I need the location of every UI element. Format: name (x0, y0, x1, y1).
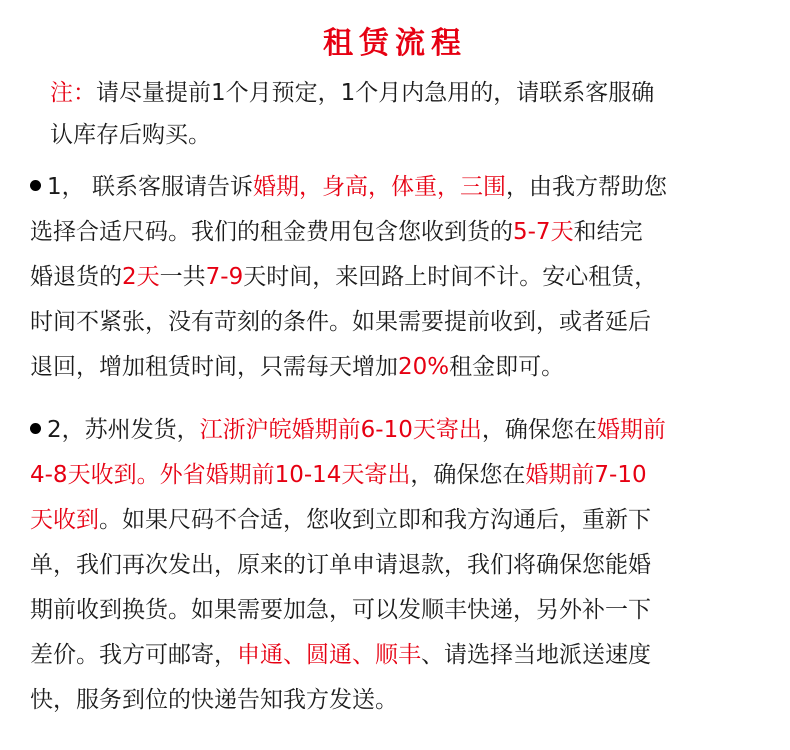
step-2-line-3 (30, 498, 760, 543)
page-title: 租赁流程 (323, 26, 467, 61)
step-2-highlight: 申通、圆通、顺丰 (237, 642, 421, 668)
note-text-line2: 认库存后购买。 (50, 122, 211, 148)
step-2-text: 。如果尺码不合适，您收到立即和我方沟通后，重新下 (99, 507, 651, 533)
step-2-text: 差价。我方可邮寄， (30, 642, 237, 668)
step-1-text: 和结完 (573, 219, 643, 245)
step-1-highlight: 婚期，身高，体重，三围 (252, 174, 506, 200)
step-2-line-4: 单，我们再次发出，原来的订单申请退款，我们将确保您能婚 (30, 552, 651, 578)
step-2-text: ，确保您在 (481, 417, 597, 443)
step-1-paragraph (30, 165, 760, 390)
bullet-icon (30, 423, 41, 434)
step-1-text: 退回，增加租赁时间，只需每天增加 (30, 354, 398, 380)
step-2-text: 、请选择当地派送速度 (421, 642, 651, 668)
note-text-line1: 请尽量提前1个月预定，1个月内急用的，请联系客服确 (96, 80, 655, 106)
step-1-highlight: 5-7天 (513, 219, 574, 245)
step-1-text: 选择合适尺码。我们的租金费用包含您收到货的 (30, 219, 513, 245)
step-2-highlight: 4-8天收到。外省婚期前10-14天寄出 (30, 462, 411, 488)
step-1-line-3 (30, 255, 760, 300)
step-1-highlight: 7-9 (205, 264, 244, 290)
step-2-line-7: 快，服务到位的快递告知我方发送。 (30, 687, 398, 713)
step-1-text: 天时间，来回路上时间不计。安心租赁， (243, 264, 658, 290)
step-1-line-1 (30, 165, 760, 210)
step-1-line-5 (30, 345, 760, 390)
step-2-line-1 (30, 408, 760, 453)
note-label: 注： (50, 80, 96, 106)
step-2-highlight: 江浙沪皖婚期前6-10天寄出 (199, 417, 482, 443)
note-paragraph (50, 72, 750, 156)
step-1-text: 婚退货的 (30, 264, 122, 290)
bullet-icon (30, 180, 41, 191)
step-1-text: 租金即可。 (449, 354, 565, 380)
step-2-highlight: 婚期前7-10 (525, 462, 647, 488)
step-2-text: 2，苏州发货， (47, 417, 200, 443)
step-2-line-2 (30, 453, 760, 498)
step-1-line-4: 时间不紧张，没有苛刻的条件。如果需要提前收到，或者延后 (30, 309, 651, 335)
step-2-paragraph (30, 408, 760, 723)
step-1-highlight: 2天 (122, 264, 160, 290)
step-1-text: ，由我方帮助您 (505, 174, 667, 200)
step-1-text: 一共 (159, 264, 206, 290)
step-1-text: 1， 联系客服请告诉 (47, 174, 253, 200)
step-1-highlight: 20% (398, 354, 450, 380)
step-1-line-2 (30, 210, 760, 255)
step-2-highlight: 婚期前 (596, 417, 666, 443)
step-2-highlight: 天收到 (30, 507, 99, 533)
step-2-line-5: 期前收到换货。如果需要加急，可以发顺丰快递，另外补一下 (30, 597, 651, 623)
step-2-text: ，确保您在 (410, 462, 526, 488)
step-2-line-6 (30, 633, 760, 678)
